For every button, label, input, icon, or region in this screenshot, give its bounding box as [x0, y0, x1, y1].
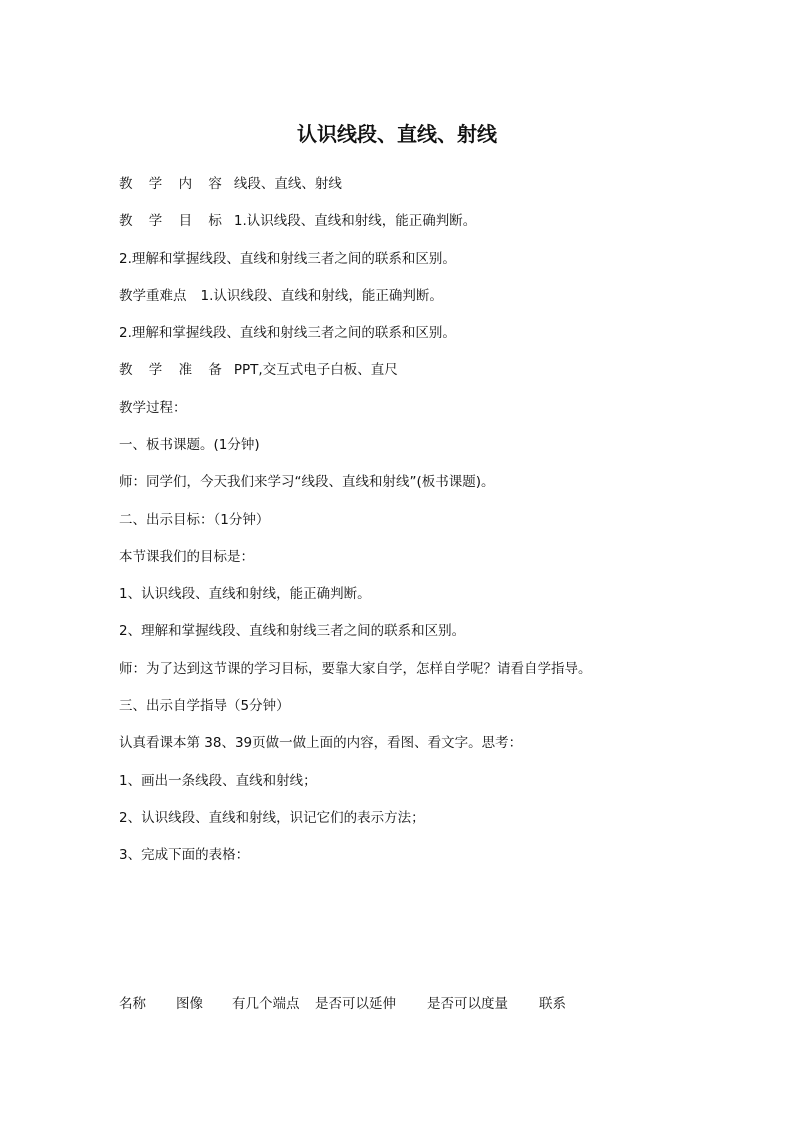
prep-value: PPT,交互式电子白板、直尺: [233, 362, 398, 378]
table-header-endpoints: 有几个端点: [232, 996, 300, 1012]
table-header-relation: 联系: [539, 996, 566, 1012]
goal-line-1: 1.认识线段、直线和射线，能正确判断。: [233, 213, 477, 229]
goal-line: [119, 211, 476, 231]
section-3-heading: 三、出示自学指导（5分钟）: [119, 698, 290, 714]
teacher-line-1: 师：同学们，今天我们来学习“线段、直线和射线”(板书课题)。: [119, 474, 495, 490]
key-line-2: 2.理解和掌握线段、直线和射线三者之间的联系和区别。: [119, 325, 456, 341]
task-1: 1、画出一条线段、直线和射线；: [119, 773, 317, 789]
table-header-row: [119, 994, 619, 1014]
prep-label: 教 学 准 备: [119, 362, 228, 378]
content-line: [119, 174, 342, 194]
content-value: 线段、直线、射线: [233, 176, 342, 192]
key-label: 教学重难点: [119, 288, 187, 304]
goal-item-2: 2、理解和掌握线段、直线和射线三者之间的联系和区别。: [119, 623, 466, 639]
key-line-1: 1.认识线段、直线和射线，能正确判断。: [200, 288, 443, 304]
process-label: 教学过程：: [119, 400, 187, 416]
task-3: 3、完成下面的表格：: [119, 847, 250, 863]
table-header-extendable: 是否可以延伸: [315, 996, 396, 1012]
key-line: [119, 286, 443, 306]
table-header-measurable: 是否可以度量: [427, 996, 508, 1012]
document-title: 认识线段、直线、射线: [297, 122, 497, 146]
goal-intro: 本节课我们的目标是：: [119, 549, 254, 565]
section-2-heading: 二、出示目标：（1分钟）: [119, 512, 270, 528]
teacher-line-2: 师：为了达到这节课的学习目标，要靠大家自学，怎样自学呢？请看自学指导。: [119, 661, 592, 677]
table-header-image: 图像: [176, 996, 203, 1012]
section-1-heading: 一、板书课题。(1分钟): [119, 437, 260, 453]
goal-item-1: 1、认识线段、直线和射线，能正确判断。: [119, 586, 371, 602]
table-header-name: 名称: [119, 996, 146, 1012]
prep-line: [119, 360, 398, 380]
goal-line-2: 2.理解和掌握线段、直线和射线三者之间的联系和区别。: [119, 251, 456, 267]
content-label: 教 学 内 容: [119, 176, 228, 192]
task-2: 2、认识线段、直线和射线，识记它们的表示方法；: [119, 810, 425, 826]
reading-instruction: 认真看课本第 38、39页做一做上面的内容，看图、看文字。思考：: [119, 735, 523, 751]
goal-label: 教 学 目 标: [119, 213, 228, 229]
